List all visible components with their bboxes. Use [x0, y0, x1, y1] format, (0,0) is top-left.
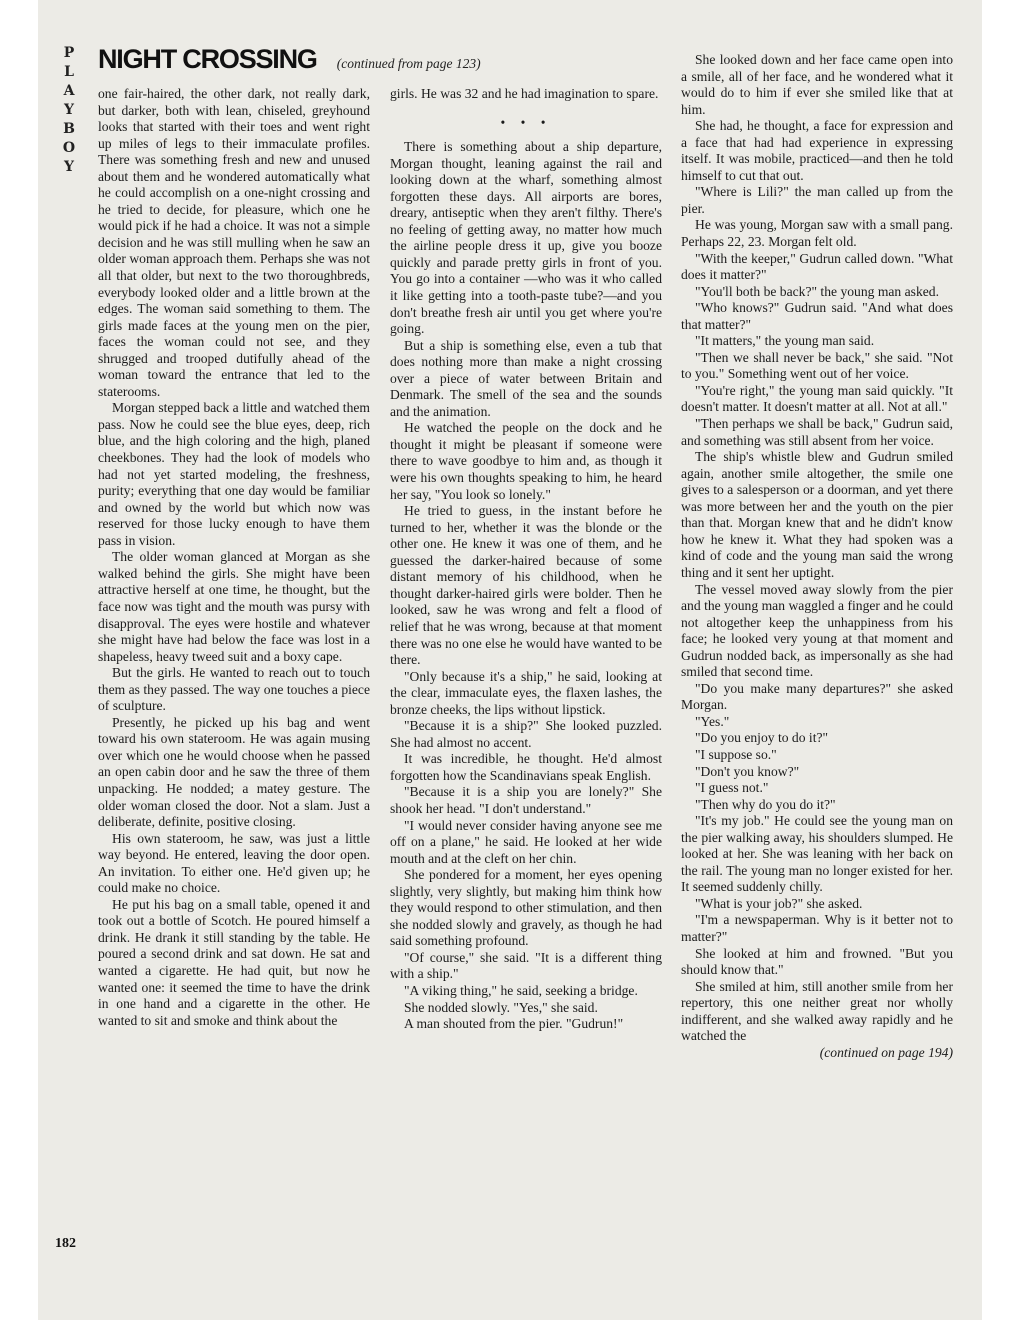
paragraph: "You'll both be back?" the young man asked. — [695, 283, 939, 299]
paragraph: "Don't you know?" — [695, 763, 800, 779]
magazine-page — [38, 0, 982, 1320]
paragraph: Presently, he picked up his bag and went toward his own stateroom. He was again musing over which one he would choose when he passed an open cabin door and he saw the three of them unpacking. He nodded; a matey gesture. The older woman closed the door. Not a slam. Just a deliberate, definite, positive closing. — [98, 714, 370, 830]
section-separator: • • • — [500, 114, 552, 130]
paragraph: His own stateroom, he saw, was just a little way beyond. He entered, leaving the door open. An invitation. To either one. He'd given up; he could make no choice. — [98, 830, 370, 896]
paragraph: girls. He was 32 and he had imagination to spare. — [390, 86, 659, 101]
story-header — [98, 44, 538, 80]
paragraph: He watched the people on the dock and he thought it might be pleasant if someone were there to wave goodbye to him and, as though it were his own thoughts speaking to him, he heard her say, "You look so lonely." — [390, 420, 662, 502]
paragraph: "Then perhaps we shall be back," Gudrun said, and something was still absent from her voice. — [681, 416, 953, 448]
paragraph: But the girls. He wanted to reach out to touch them as they passed. The way one touches a piece of sculpture. — [98, 665, 370, 714]
paragraph: "Of course," she said. "It is a different thing with a ship." — [390, 949, 662, 982]
paragraph: "Then why do you do it?" — [695, 796, 836, 812]
paragraph: Morgan stepped back a little and watched them pass. Now he could see the blue eyes, deep, rich blue, and the high coloring and the high, planed cheekbones. They had the look of models who had not yet started modeling, the freshness, purity; everything that one day would be familiar and owned by the world but which now was reserved for those lucky enough to have them pass in vision. — [98, 400, 370, 548]
paragraph: She nodded slowly. "Yes," she said. — [404, 999, 598, 1015]
paragraph: "Who knows?" Gudrun said. "And what does that matter?" — [681, 300, 953, 332]
paragraph: A man shouted from the pier. "Gudrun!" — [404, 1016, 624, 1032]
story-title: NIGHT CROSSING — [98, 44, 317, 74]
magazine-name-vertical — [58, 44, 80, 177]
paragraph: He was young, Morgan saw with a small pang. Perhaps 22, 23. Morgan felt old. — [681, 217, 953, 250]
continued-on-note: (continued on page 194) — [819, 1044, 953, 1060]
paragraph: The ship's whistle blew and Gudrun smiled again, another smile altogether, the smile one gives to a salesperson or a doorman, and yet there was more between her and the youth on the pier than that. Morgan knew that and he didn't know how he knew it. What they had spoken was a kind of code and the young man said the wrong thing and it sent her uptight. — [681, 449, 953, 580]
paragraph: He put his bag on a small table, opened it and took out a bottle of Scotch. He poured himself a drink. He drank it still standing by the table. He poured a second drink and sat down. He sat and wanted a cigarette. He had quit, but now he wanted one: it seemed the time to have the drink in one hand and a cigarette in the other. He wanted to sit and smoke and think about the — [98, 896, 370, 1028]
paragraph: "It's my job." He could see the young man on the pier walking away, his shoulders slumped. He looked at her. She was leaning with her back on the rail. The young man no longer existed for her. It seemed suddenly chilly. — [681, 813, 953, 895]
text-column-2 — [390, 86, 662, 1033]
paragraph: She had, he thought, a face for expression and a face that had had experience in expressing itself. It was mobile, practiced—and then he told himself to cut that out. — [681, 118, 953, 183]
paragraph: She smiled at him, still another smile from her repertory, this one neither great nor wholly indifferent, and she walked away rapidly and he watched the — [681, 978, 953, 1044]
paragraph: "Do you enjoy to do it?" — [695, 730, 829, 746]
paragraph: She looked down and her face came open into a smile, all of her face, and he wondered what it would do to him if ever she smiled like that at him. — [681, 52, 953, 117]
paragraph: She looked at him and frowned. "But you should know that." — [681, 945, 953, 978]
paragraph: There is something about a ship departure, Morgan thought, leaning against the rail and looking down at the wharf, something almost forgotten these days. All airports are bores, dreary, antiseptic when they aren't filthy. There's no feeling of getting away, no matter how much the airline people dress it up, give you booze quickly and parade pretty girls in front of you. You go into a container —who was it who called it like getting into a tooth-paste tube?—and you don't breathe fresh air until you get where you're going. — [390, 139, 662, 337]
paragraph: one fair-haired, the other dark, not really dark, but darker, both with lean, chiseled, greyhound looks that started with their toes and went right up miles of legs to their immaculate profiles. There was something fresh and new and unused about them and he wondered automatically what he could accomplish on a one-night crossing and he tried to decide, for pleasure, which one he would pick if he had a choice. It was not a simple decision and he was still mulling when he saw an older woman approach them. Perhaps she was not all that older, but next to the two thoroughbreds, everybody looked older and a little brown at the edges. The woman said something to them. The girls made faces at the young men on the pier, faces the woman could not see, and they shrugged and trooped dutifully ahead of the woman toward the entrance that led to the staterooms. — [98, 86, 370, 399]
paragraph: "Yes." — [695, 713, 730, 729]
magazine-name-letters: P L A Y B O Y — [62, 45, 76, 175]
paragraph: "I suppose so." — [695, 746, 777, 762]
paragraph: "A viking thing," he said, seeking a bridge. — [404, 982, 638, 998]
paragraph: "I guess not." — [695, 780, 769, 796]
paragraph: "I would never consider having anyone see me off on a plane," he said. He looked at her wide mouth and at the cleft on her chin. — [390, 817, 662, 866]
paragraph: "You're right," the young man said quickly. "It doesn't matter. It doesn't matter at all. Not at all." — [681, 382, 953, 415]
paragraph: "It matters," the young man said. — [695, 333, 875, 349]
paragraph: "Then we shall never be back," she said. "Not to you." Something went out of her voice. — [681, 349, 953, 382]
text-column-3 — [681, 52, 953, 1061]
paragraph: The older woman glanced at Morgan as she walked behind the girls. She might have been attractive herself at one time, he thought, but the face now was tight and the mouth was pursy with disapproval. The eyes were hostile and whatever she might have had below the face was lost in a shapeless, heavy tweed suit and a boxy cape. — [98, 549, 370, 664]
paragraph: "Only because it's a ship," he said, looking at the clear, immaculate eyes, the flaxen lashes, the bronze cheeks, the lips without lipstick. — [390, 668, 662, 717]
paragraph: "What is your job?" she asked. — [695, 895, 863, 911]
paragraph: It was incredible, he thought. He'd almost forgotten how the Scandinavians speak English. — [390, 751, 662, 783]
paragraph: "With the keeper," Gudrun called down. "What does it matter?" — [681, 250, 953, 283]
paragraph: "I'm a newspaperman. Why is it better not to matter?" — [681, 912, 953, 944]
paragraph: "Because it is a ship you are lonely?" She shook her head. "I don't understand." — [390, 784, 662, 816]
paragraph: "Because it is a ship?" She looked puzzled. She had almost no accent. — [390, 718, 662, 750]
text-column-1 — [98, 86, 370, 1029]
paragraph: He tried to guess, in the instant before he turned to her, whether it was the blonde or the other one. He knew it was one of them, and he guessed the darker-haired because of some distant memory of his childhood, when he thought darker-haired girls were bolder. Then he looked, saw he was wrong and felt a flood of relief that he was wrong, because at that moment there was no one else he would have wanted to be there. — [390, 503, 662, 668]
paragraph: "Where is Lili?" the man called up from the pier. — [681, 184, 953, 216]
page-number: 182 — [55, 1236, 76, 1251]
continued-from-note: (continued from page 123) — [336, 56, 481, 71]
paragraph: But a ship is something else, even a tub that does nothing more than make a night crossing over a piece of water between Britain and Denmark. The smell of the sea and the sounds and the animation. — [390, 337, 662, 419]
paragraph: The vessel moved away slowly from the pier and the young man waggled a finger and he could not altogether keep the unhappiness from his face; he looked very young at that moment and Gudrun nodded back, as impersonally as she had smiled that second time. — [681, 581, 953, 680]
paragraph: She pondered for a moment, her eyes opening slightly, very slightly, but making him think how they would respond to other stimulation, and then she nodded slowly and gravely, as though he had said something profound. — [390, 867, 662, 949]
paragraph: "Do you make many departures?" she asked Morgan. — [681, 680, 953, 713]
